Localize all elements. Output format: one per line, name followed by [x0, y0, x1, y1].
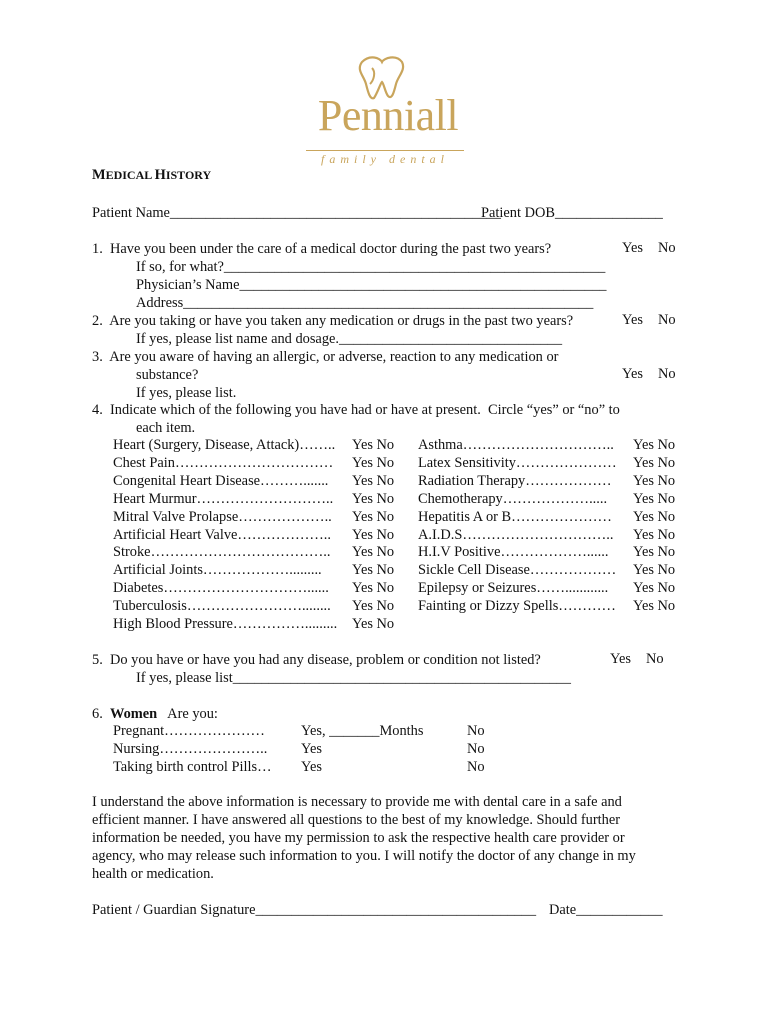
women-answer-yes[interactable]: Yes: [301, 759, 322, 775]
question-5-text: 5. Do you have or have you had any disease, problem or condition not listed?: [92, 652, 541, 668]
condition-yes-no[interactable]: Yes No: [633, 580, 676, 597]
condition-label: Asthma…………………………..: [418, 437, 614, 453]
condition-label: H.I.V Positive………………......: [418, 544, 609, 561]
condition-yes-no[interactable]: Yes No: [633, 437, 676, 453]
condition-yes-no[interactable]: Yes No: [633, 454, 676, 471]
women-answer-no[interactable]: No: [467, 741, 485, 757]
women-question-label: Pregnant…………………: [113, 723, 265, 739]
condition-label: Radiation Therapy………………: [418, 472, 612, 489]
condition-yes-no[interactable]: Yes No: [352, 526, 395, 543]
consent-statement: I understand the above information is necessary to provide me with dental care in a safe and efficient manner. I have answered all questions to the best of my knowledge. Should further information be needed, you have my permission to ask the respective health care provider or agency, who may release such information to you. I will notify the doctor of any change in my health or medication.: [92, 794, 636, 882]
question-4-text: 4. Indicate which of the following you have had or have at present. Circle “yes” or “no” to: [92, 402, 620, 418]
question-5-yes[interactable]: Yes: [610, 651, 631, 667]
logo-wordmark: Penniall: [317, 91, 459, 140]
condition-yes-no[interactable]: Yes No: [633, 544, 676, 561]
condition-label: A.I.D.S…………………………..: [418, 526, 614, 543]
condition-yes-no[interactable]: Yes No: [352, 508, 395, 525]
condition-yes-no[interactable]: Yes No: [633, 562, 676, 579]
condition-label: Latex Sensitivity…………………: [418, 454, 617, 471]
condition-label: Heart (Surgery, Disease, Attack)……..: [113, 437, 336, 453]
condition-yes-no[interactable]: Yes No: [633, 508, 676, 525]
women-answer-yes[interactable]: Yes: [301, 741, 322, 757]
question-3-list-label: If yes, please list.: [136, 385, 237, 401]
question-1-text: 1. Have you been under the care of a medical doctor during the past two years?: [92, 241, 552, 257]
question-5-no[interactable]: No: [646, 651, 664, 667]
question-1-physician-field[interactable]: Physician’s Name___________________________________________________: [136, 277, 607, 293]
condition-label: High Blood Pressure…………….........: [113, 616, 338, 632]
question-3-text: 3. Are you aware of having an allergic, or adverse, reaction to any medication or: [92, 349, 559, 365]
condition-yes-no[interactable]: Yes No: [633, 472, 676, 489]
question-4-text-cont: each item.: [136, 420, 196, 436]
condition-yes-no[interactable]: Yes No: [633, 598, 676, 615]
question-1-no[interactable]: No: [658, 240, 676, 256]
condition-yes-no[interactable]: Yes No: [352, 598, 395, 615]
question-5-list-field[interactable]: If yes, please list_______________________________________________: [136, 670, 571, 686]
question-1-reason-field[interactable]: If so, for what?_____________________________________________________: [136, 259, 606, 275]
condition-yes-no[interactable]: Yes No: [352, 562, 395, 579]
condition-yes-no[interactable]: Yes No: [633, 490, 676, 507]
patient-name-field[interactable]: Patient Name______________________________________________: [92, 205, 501, 221]
condition-label: Epilepsy or Seizures……............: [418, 580, 609, 597]
condition-label: Mitral Valve Prolapse………………..: [113, 508, 332, 525]
condition-label: Artificial Joints……………….........: [113, 562, 322, 579]
practice-logo: [300, 52, 470, 172]
question-1-yes[interactable]: Yes: [622, 240, 643, 256]
question-2-no[interactable]: No: [658, 312, 676, 328]
question-2-text: 2. Are you taking or have you taken any medication or drugs in the past two years?: [92, 313, 574, 329]
condition-label: Artificial Heart Valve………………..: [113, 526, 331, 543]
page-title: MEDICAL HISTORY: [92, 167, 212, 183]
signature-date-field[interactable]: Date____________: [549, 902, 663, 918]
question-3-no[interactable]: No: [658, 366, 676, 382]
logo-divider: [306, 150, 464, 151]
women-question-label: Nursing…………………..: [113, 741, 268, 757]
question-3-yes[interactable]: Yes: [622, 366, 643, 382]
condition-yes-no[interactable]: Yes No: [352, 472, 395, 489]
condition-label: Tuberculosis……………………........: [113, 598, 331, 615]
patient-dob-field[interactable]: Patient DOB_______________: [481, 205, 663, 221]
condition-label: Heart Murmur………………………..: [113, 490, 334, 507]
signature-field[interactable]: Patient / Guardian Signature_______________________________________: [92, 902, 537, 918]
women-answer-no[interactable]: No: [467, 759, 485, 775]
condition-yes-no[interactable]: Yes No: [352, 544, 395, 561]
condition-label: Fainting or Dizzy Spells…………: [418, 598, 616, 615]
condition-yes-no[interactable]: Yes No: [352, 580, 395, 597]
logo-tagline: family dental: [321, 152, 449, 166]
condition-label: Congenital Heart Disease……….......: [113, 472, 329, 489]
condition-yes-no[interactable]: Yes No: [352, 616, 395, 632]
question-6-heading: 6. Women Are you:: [92, 706, 218, 722]
women-answer-yes[interactable]: Yes, _______Months: [301, 723, 424, 739]
condition-label: Diabetes…………………………......: [113, 580, 329, 597]
condition-yes-no[interactable]: Yes No: [633, 526, 676, 543]
women-question-label: Taking birth control Pills…: [113, 759, 272, 775]
condition-label: Chemotherapy……………….....: [418, 490, 608, 507]
question-3-text-cont: substance?: [136, 367, 199, 383]
condition-yes-no[interactable]: Yes No: [352, 454, 395, 471]
women-answer-no[interactable]: No: [467, 723, 485, 739]
question-2-medication-field[interactable]: If yes, please list name and dosage._______________________________: [136, 331, 563, 347]
condition-yes-no[interactable]: Yes No: [352, 490, 395, 507]
condition-label: Hepatitis A or B…………………: [418, 508, 612, 525]
condition-label: Chest Pain……………………………: [113, 454, 334, 471]
question-2-yes[interactable]: Yes: [622, 312, 643, 328]
condition-label: Stroke………………………………..: [113, 544, 331, 561]
condition-yes-no[interactable]: Yes No: [352, 437, 395, 453]
question-1-address-field[interactable]: Address_________________________________________________________: [136, 295, 594, 311]
condition-label: Sickle Cell Disease………………: [418, 562, 617, 579]
